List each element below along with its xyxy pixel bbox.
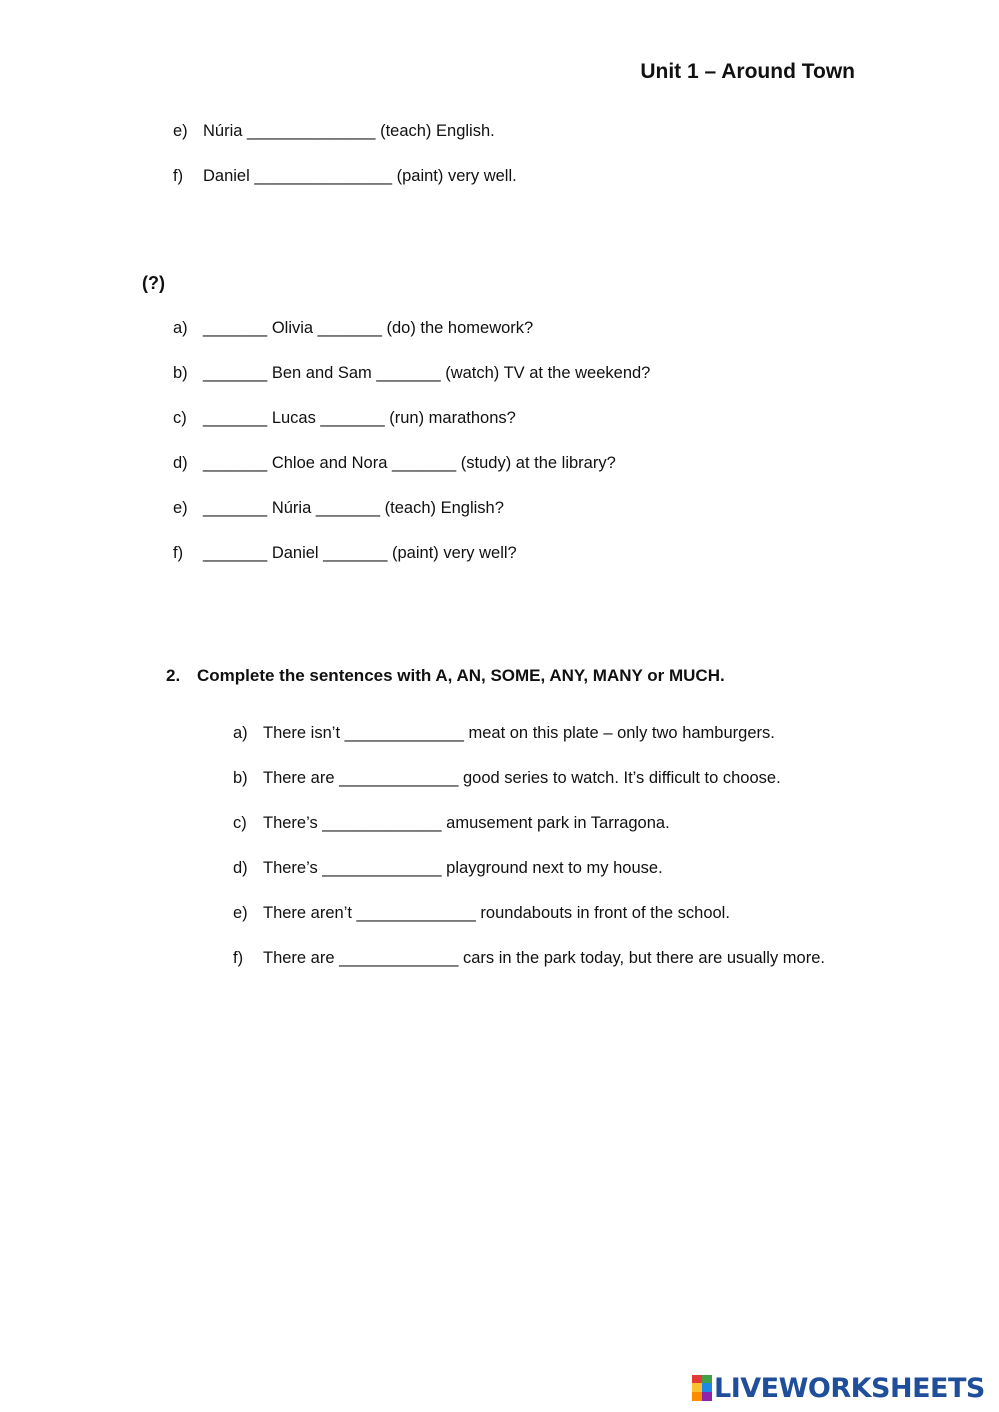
item-label: c)	[173, 409, 187, 427]
item-label: a)	[173, 319, 188, 337]
page-title: Unit 1 – Around Town	[640, 60, 855, 83]
item-label: b)	[233, 769, 248, 787]
item-label: f)	[173, 167, 184, 185]
logo-block	[702, 1383, 712, 1392]
logo-mark-icon	[692, 1375, 712, 1401]
item-text: There aren’t _____________ roundabouts in front of the school.	[263, 904, 730, 922]
list-item	[233, 857, 663, 879]
item-label: c)	[233, 814, 247, 832]
item-text: Daniel _______________ (paint) very well.	[203, 167, 517, 185]
item-text: _______ Daniel _______ (paint) very well?	[203, 544, 517, 562]
item-label: e)	[173, 122, 188, 140]
item-text: _______ Lucas _______ (run) marathons?	[203, 409, 516, 427]
item-text: _______ Olivia _______ (do) the homework?	[203, 319, 534, 337]
logo-block	[692, 1392, 702, 1401]
logo-text: LIVEWORKSHEETS	[714, 1372, 985, 1404]
item-label: b)	[173, 364, 188, 382]
list-item	[173, 497, 504, 519]
item-label: a)	[233, 724, 248, 742]
logo-block	[702, 1375, 712, 1383]
item-label: f)	[173, 544, 184, 562]
logo-block	[692, 1383, 702, 1392]
item-text: _______ Ben and Sam _______ (watch) TV at the weekend?	[203, 364, 651, 382]
exercise-instruction: Complete the sentences with A, AN, SOME, ANY, MANY or MUCH.	[197, 666, 725, 685]
item-label: d)	[233, 859, 248, 877]
list-item	[233, 767, 781, 789]
list-item	[233, 902, 730, 924]
item-text: There are _____________ cars in the park today, but there are usually more.	[263, 949, 825, 967]
list-item	[173, 362, 651, 384]
list-item	[233, 812, 670, 834]
list-item	[233, 947, 825, 969]
section-marker: (?)	[142, 273, 165, 293]
item-text: _______ Núria _______ (teach) English?	[203, 499, 504, 517]
logo-block	[692, 1375, 702, 1383]
item-text: There are _____________ good series to watch. It’s difficult to choose.	[263, 769, 781, 787]
item-text: There isn’t _____________ meat on this plate – only two hamburgers.	[263, 724, 775, 742]
item-label: e)	[173, 499, 188, 517]
item-text: _______ Chloe and Nora _______ (study) at the library?	[203, 454, 616, 472]
item-label: e)	[233, 904, 248, 922]
exercise-heading	[166, 666, 725, 686]
item-label: f)	[233, 949, 244, 967]
list-item	[173, 542, 517, 564]
exercise-number: 2.	[166, 666, 181, 685]
item-label: d)	[173, 454, 188, 472]
item-text: There’s _____________ amusement park in Tarragona.	[263, 814, 670, 832]
list-item	[173, 407, 516, 429]
logo-block	[702, 1392, 712, 1401]
item-text: Núria ______________ (teach) English.	[203, 122, 495, 140]
list-item	[173, 165, 517, 187]
list-item	[233, 722, 775, 744]
liveworksheets-logo	[692, 1372, 985, 1404]
list-item	[173, 317, 534, 339]
item-text: There’s _____________ playground next to my house.	[263, 859, 663, 877]
list-item	[173, 452, 616, 474]
list-item	[173, 120, 495, 142]
